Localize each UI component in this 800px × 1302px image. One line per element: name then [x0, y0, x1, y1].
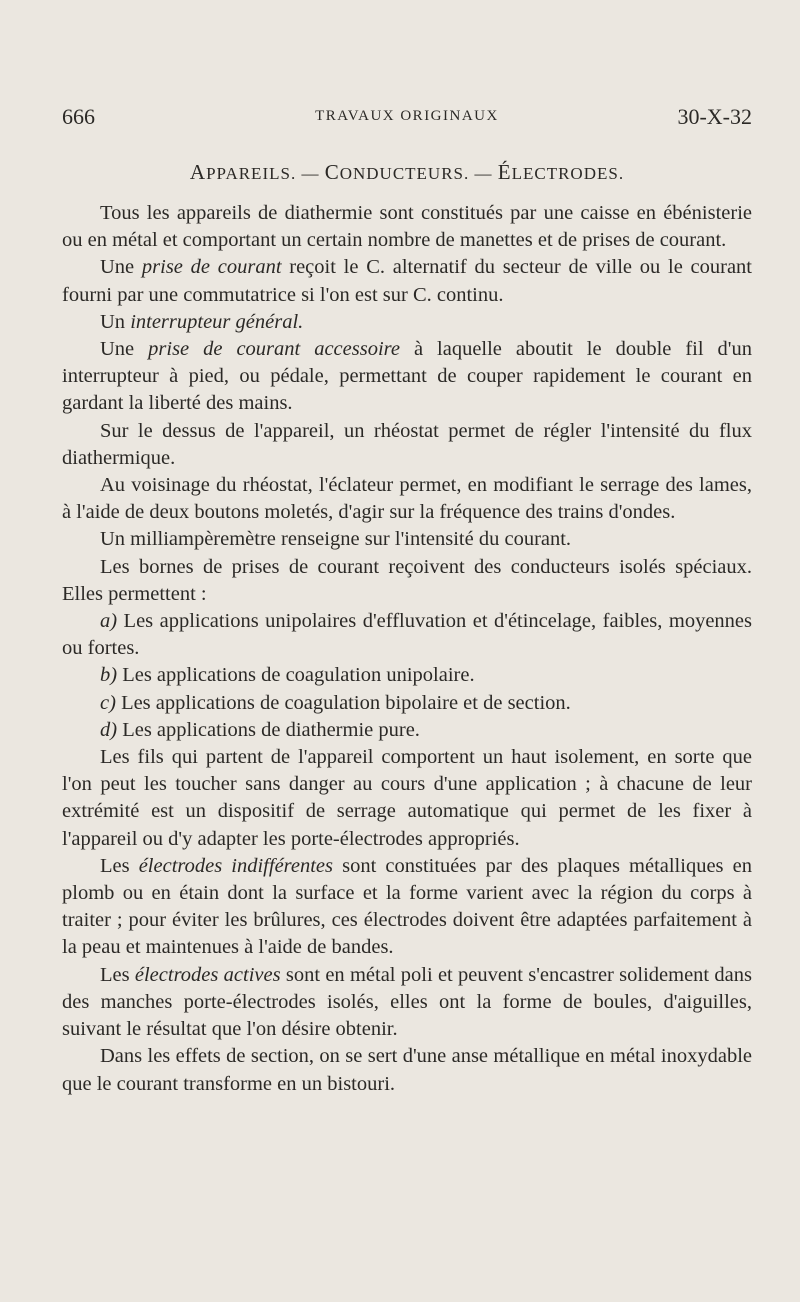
issue-date: 30-X-32 [677, 104, 752, 129]
paragraph-interrupteur: Un interrupteur général. [100, 310, 304, 333]
paragraph-milliamperemetre: Un milliampèremètre renseigne sur l'intensité du courant. [100, 528, 572, 551]
page-number: 666 [62, 104, 95, 129]
running-title: TRAVAUX ORIGINAUX [315, 108, 499, 124]
page-header [62, 104, 752, 134]
paragraph-rheostat: Sur le dessus de l'appareil, un rhéostat permet de régler l'intensité du flux diathermique. [62, 419, 752, 469]
paragraph-bornes: Les bornes de prises de courant reçoivent des conducteurs isolés spéciaux. Elles permettent : [62, 555, 752, 605]
paragraph-prise-de-courant: Une prise de courant reçoit le C. alternatif du secteur de ville ou le courant fourni par une commutatrice si l'on est sur C. continu. [62, 256, 753, 306]
paragraph-section: Dans les effets de section, on se sert d'une anse métallique en métal inoxydable que le courant transforme en un bistouri. [62, 1045, 752, 1095]
list-item-d: d) Les applications de diathermie pure. [100, 718, 420, 741]
paragraph-electrodes-actives: Les électrodes actives sont en métal poli et peuvent s'encastrer solidement dans des manches porte-électrodes isolés, elles ont la forme de boules, d'aiguilles, suivant le résultat que l'on désire obtenir. [62, 963, 752, 1041]
list-item-b: b) Les applications de coagulation unipolaire. [100, 664, 475, 687]
body-text [62, 200, 752, 1098]
list-item-c: c) Les applications de coagulation bipolaire et de section. [100, 691, 571, 714]
section-title: APPAREILS. — CONDUCTEURS. — ÉLECTRODES. [189, 160, 625, 184]
paragraph-fils: Les fils qui partent de l'appareil comportent un haut isolement, en sorte que l'on peut les toucher sans danger au cours d'une application ; à chacune de leur extrémité est un dispositif de serrage automatique qui permet de les fixer à l'appareil ou d'y adapter les porte-électrodes appropriés. [62, 746, 752, 850]
paragraph-appareils: Tous les appareils de diathermie sont constitués par une caisse en ébénisterie ou en métal et comportant un certain nombre de manettes et de prises de courant. [62, 202, 752, 252]
paragraph-electrodes-indifferentes: Les électrodes indifférentes sont constituées par des plaques métalliques en plomb ou en étain dont la surface et la forme varient avec la région du corps à traiter ; pour éviter les brûlures, ces électrodes doivent être adaptées parfaitement à la peau et maintenues à l'aide de bandes. [62, 854, 752, 959]
list-item-a: a) Les applications unipolaires d'effluvation et d'étincelage, faibles, moyennes ou fortes. [62, 610, 752, 660]
paragraph-prise-accessoire: Une prise de courant accessoire à laquelle aboutit le double fil d'un interrupteur à pied, ou pédale, permettant de couper rapidement le courant en gardant la liberté des mains. [62, 338, 752, 415]
paragraph-eclateur: Au voisinage du rhéostat, l'éclateur permet, en modifiant le serrage des lames, à l'aide de deux boutons moletés, d'agir sur la fréquence des trains d'ondes. [62, 474, 752, 524]
